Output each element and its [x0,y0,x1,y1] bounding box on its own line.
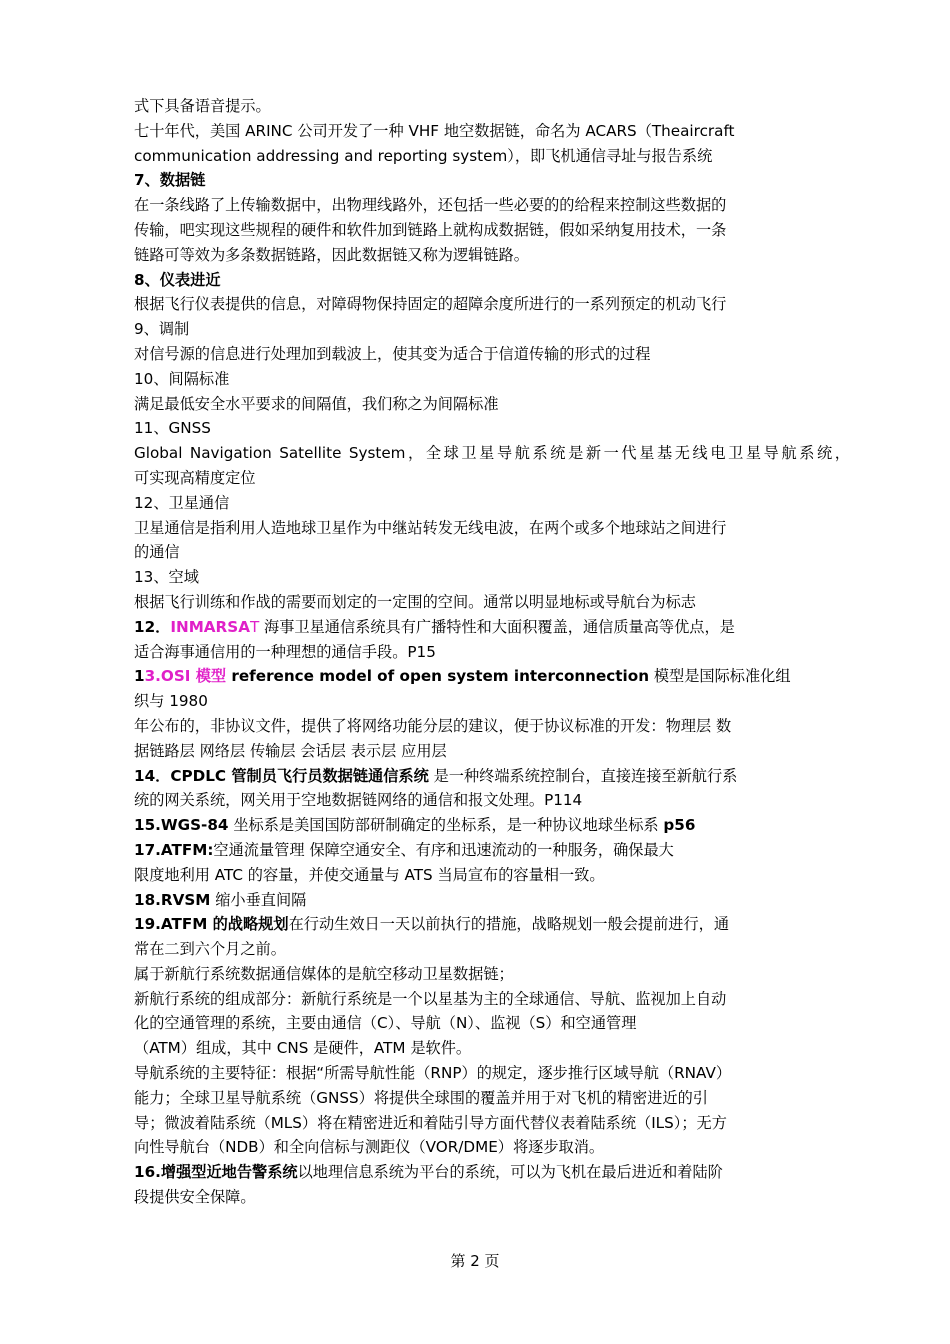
section-text: 模型是国际标准化组 [649,667,791,686]
text-line: 在一条线路了上传输数据中，出物理线路外，还包括一些必要的的给程来控制这些数据的 [134,196,727,215]
section-cpdlc [134,764,850,789]
section-term: 15.WGS-84 [134,816,229,835]
section-term: 19.ATFM 的战略规划 [134,915,289,934]
text-line: 常在二到六个月之前。 [134,940,286,959]
section-text: 缩小垂直间隔 [210,890,307,909]
text-line: 满足最低安全水平要求的间隔值，我们称之为间隔标准 [134,394,499,413]
text-line: 年公布的，非协议文件，提供了将网络功能分层的建议，便于协议标准的开发：物理层 数 [134,716,732,735]
text-line: 据链路层 网络层 传输层 会话层 表示层 应用层 [134,741,447,760]
section-atfm-strategic [134,912,850,937]
text-line: 导；微波着陆系统（MLS）将在精密进近和着陆引导方面代替仪表着陆系统（ILS）；无方 [134,1113,727,1132]
text-line: 限度地利用 ATC 的容量，并使交通量与 ATS 当局宣布的容量相一致。 [134,865,605,884]
section-egpws [134,1160,850,1185]
text-line: communication addressing and reporting system），即飞机通信寻址与报告系统 [134,146,713,165]
section-text: 以地理信息系统为平台的系统，可以为飞机在最后进近和着陆阶 [297,1163,723,1182]
section-osi-model [134,664,850,689]
section-rvsm [134,888,850,913]
heading-airspace: 13、空域 [134,568,199,587]
text-line: 链路可等效为多条数据链路，因此数据链又称为逻辑链路。 [134,245,529,264]
text-line: 导航系统的主要特征：根据“所需导航性能（RNP）的规定，逐步推行区域导航（RNAV） [134,1064,732,1083]
section-term: 14．CPDLC 管制员飞行员数据链通信系统 [134,766,429,785]
page-ref: p56 [663,816,696,835]
section-text: 空通流量管理 保障空通安全、有序和迅速流动的一种服务，确保最大 [213,840,674,859]
heading-separation-standard: 10、间隔标准 [134,369,230,388]
text-line: 属于新航行系统数据通信媒体的是航空移动卫星数据链； [134,964,514,983]
section-term: 16.增强型近地告警系统 [134,1163,298,1182]
heading-satellite-communication: 12、卫星通信 [134,493,230,512]
page-number: 第 2 页 [450,1252,500,1270]
section-wgs84 [134,813,850,838]
text-line: 段提供安全保障。 [134,1188,256,1207]
document-body [134,94,850,1210]
text-line: 对信号源的信息进行处理加到载波上，使其变为适合于信道传输的形式的过程 [134,344,651,363]
heading-instrument-approach: 8、仪表进近 [134,270,221,289]
section-inmarsat [134,615,850,640]
keyword-osi-model: 3.OSI 模型 [144,667,227,686]
text-line: 新航行系统的组成部分：新航行系统是一个以星基为主的全球通信、导航、监视加上自动 [134,989,727,1008]
text-line: Global Navigation Satellite System，全球卫星导航系统是新一代星基无线电卫星导航系统， [134,444,850,463]
section-atfm [134,838,850,863]
text-line: 能力；全球卫星导航系统（GNSS）将提供全球围的覆盖并用于对飞机的精密进近的引 [134,1088,708,1107]
text-line: 根据飞行训练和作战的需要而划定的一定围的空间。通常以明显地标或导航台为标志 [134,592,696,611]
text-line: （ATM）组成，其中 CNS 是硬件，ATM 是软件。 [134,1039,472,1058]
keyword-inmarsat-tail: T [249,617,260,636]
text-line: 传输，吧实现这些规程的硬件和软件加到链路上就构成数据链，假如采纳复用技术，一条 [134,220,727,239]
heading-data-link: 7、数据链 [134,171,206,190]
text-line: 根据飞行仪表提供的信息，对障碍物保持固定的超障余度所进行的一系列预定的机动飞行 [134,295,727,314]
section-text: 是一种终端系统控制台，直接连接至新航行系 [428,766,738,785]
section-text: 在行动生效日一天以前执行的措施，战略规划一般会提前进行，通 [288,915,729,934]
keyword-inmarsat: INMARSA [170,617,250,636]
section-number: 1 [134,667,145,686]
text-line: 的通信 [134,543,180,562]
section-term: reference model of open system interconnection [226,667,650,686]
text-line: 式下具备语音提示。 [134,97,271,115]
section-term: 17.ATFM: [134,840,214,859]
text-line: 化的空通管理的系统，主要由通信（C）、导航（N）、监视（S）和空通管理 [134,1014,637,1033]
text-line: 可实现高精度定位 [134,468,256,487]
text-line: 卫星通信是指利用人造地球卫星作为中继站转发无线电波，在两个或多个地球站之间进行 [134,518,727,537]
text-line: 向性导航台（NDB）和全向信标与测距仪（VOR/DME）将逐步取消。 [134,1138,605,1157]
text-line: 统的网关系统，网关用于空地数据链网络的通信和报文处理。P114 [134,791,583,810]
text-line: 适合海事通信用的一种理想的通信手段。P15 [134,642,436,661]
section-number: 12． [134,617,171,636]
section-text: 坐标系是美国国防部研制确定的坐标系，是一种协议地球坐标系 [228,816,664,835]
heading-modulation: 9、调制 [134,320,190,339]
heading-gnss: 11、GNSS [134,419,211,438]
section-text: 海事卫星通信系统具有广播特性和大面积覆盖，通信质量高等优点，是 [259,617,735,636]
section-term: 18.RVSM [134,890,211,909]
text-line: 织与 1980 [134,692,208,711]
text-line: 七十年代，美国 ARINC 公司开发了一种 VHF 地空数据链，命名为 ACARS（Theaircraft [134,121,735,140]
